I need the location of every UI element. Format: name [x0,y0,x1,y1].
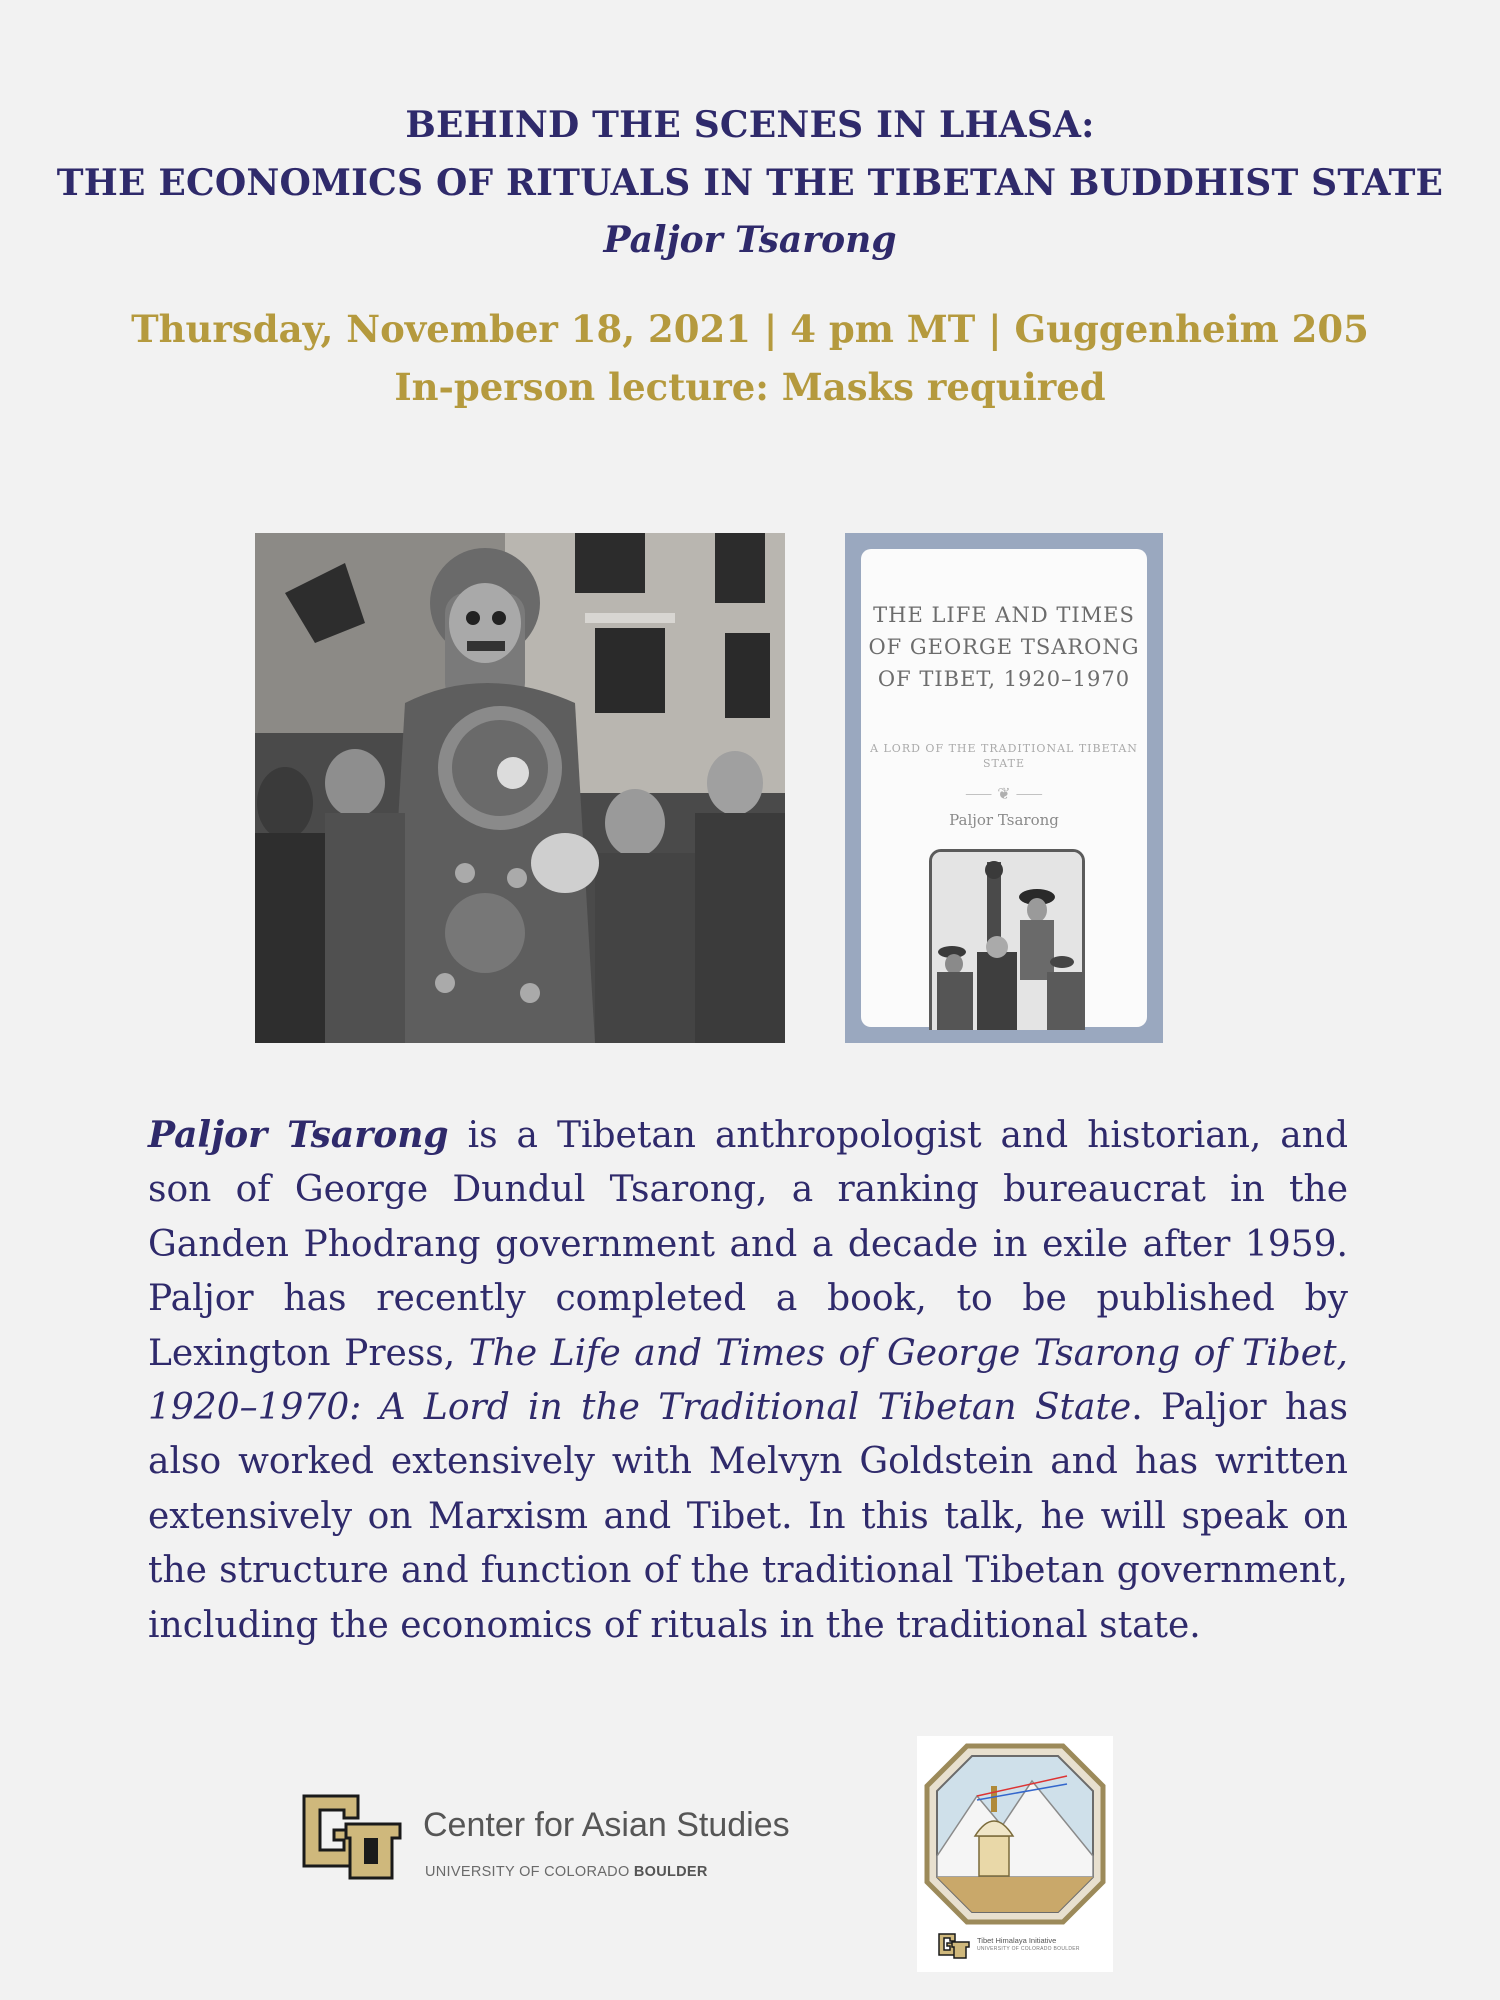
thi-name: Tibet Himalaya Initiative [977,1936,1057,1945]
cu-boulder-logo [300,1788,404,1890]
thi-cu-mark-icon [937,1931,971,1959]
thi-emblem-icon [917,1736,1113,1932]
book-cover-photo [929,849,1085,1030]
book-cover [845,533,1163,1043]
speaker-name: Paljor Tsarong [603,219,897,261]
book-cover-subtitle: A LORD OF THE TRADITIONAL TIBETAN STATE [870,742,1138,770]
book-cover-photo-image [932,852,1082,1030]
bio-text-intro: is a Tibetan anthropologist and historian, and son of George Dundul Tsarong, a ranking bureaucrat in the Ganden Phodrang government and a decade in exile after 1959. Paljor has recently completed a book, to be published by Lexington Press, [148,1115,1349,1374]
university-prefix: UNIVERSITY OF COLORADO [425,1864,634,1880]
book-cover-panel [861,549,1147,1027]
ritual-dancer-photo [255,533,785,1043]
book-cover-title: THE LIFE AND TIMES OF GEORGE TSARONG OF TIBET, 1920–1970 [868,603,1140,691]
university-name [425,1864,708,1880]
bio-text-conclusion: . Paljor has also worked extensively with Melvyn Goldstein and has written extensively on Marxism and Tibet. In this talk, he will speak on the structure and function of the traditional Tibetan government, including the economics of rituals in the traditional state. [148,1387,1348,1646]
university-campus: BOULDER [633,1864,708,1880]
title-line-2: THE ECONOMICS OF RITUALS IN THE TIBETAN BUDDHIST STATE [56,162,1444,204]
event-header [0,96,1500,268]
event-details [0,300,1500,416]
center-name: Center for Asian Studies [423,1806,790,1844]
title-line-1: BEHIND THE SCENES IN LHASA: [405,104,1095,146]
event-date-time-location: Thursday, November 18, 2021 | 4 pm MT | Guggenheim 205 [131,307,1369,351]
ritual-dancer-photo-image [255,533,785,1043]
thi-university: UNIVERSITY OF COLORADO BOULDER [977,1946,1080,1952]
bio-book-title: The Life and Times of George Tsarong of Tibet, 1920–1970: A Lord in the Traditional Tibetan State [148,1332,1348,1429]
bio-speaker-name: Paljor Tsarong [148,1114,449,1156]
tibet-himalaya-initiative-logo [917,1736,1113,1972]
book-cover-author: Paljor Tsarong [949,811,1059,829]
book-cover-ornament: ⸺ ❦ ⸺ [965,784,1043,803]
speaker-bio [148,1108,1348,1653]
event-format: In-person lecture: Masks required [394,365,1106,409]
cu-boulder-logo-icon [300,1788,404,1886]
